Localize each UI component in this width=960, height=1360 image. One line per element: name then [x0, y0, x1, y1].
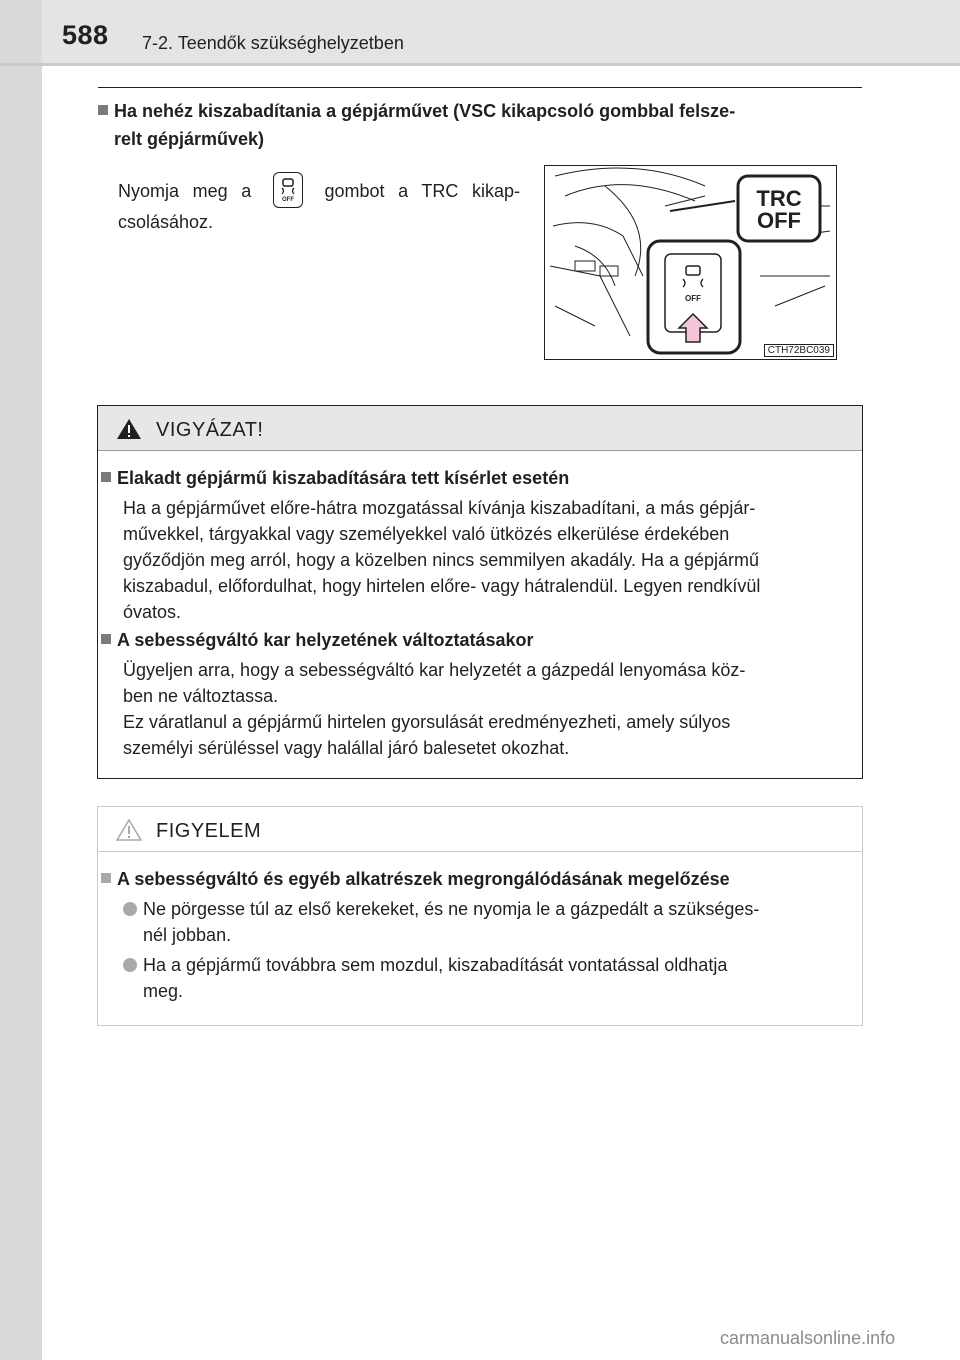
watermark: carmanualsonline.info — [720, 1328, 896, 1348]
page-number: 588 — [62, 20, 109, 50]
caution-box — [97, 405, 863, 779]
square-bullet-icon — [101, 634, 111, 644]
notice-bullet: Ha a gépjármű továbbra sem mozdul, kiszabadítását vontatással oldhatja meg. — [123, 952, 852, 1004]
caution-title: VIGYÁZAT! — [156, 419, 264, 441]
warning-triangle-icon — [116, 418, 142, 440]
round-bullet-icon — [123, 958, 137, 972]
square-bullet-icon — [101, 472, 111, 482]
caution-item-heading: A sebességváltó kar helyzetének változtatásakor — [98, 630, 534, 651]
left-margin-strip — [0, 0, 42, 1360]
caution-header — [98, 406, 862, 451]
caution-item-heading: Elakadt gépjármű kiszabadítására tett kísérlet esetén — [98, 468, 569, 489]
dashboard-drawing — [545, 166, 836, 359]
square-bullet-icon — [101, 873, 111, 883]
dashboard-illustration — [544, 165, 837, 360]
section-title: 7-2. Teendők szükséghelyzetben — [142, 33, 404, 53]
header-rule — [0, 63, 960, 66]
heading-line-1: Ha nehéz kiszabadítania a gépjárművet (VSC kikapcsoló gombbal felsze- — [114, 101, 736, 121]
figure-button-label: OFF — [685, 294, 701, 303]
section-heading — [98, 97, 862, 153]
svg-text:OFF: OFF — [281, 197, 294, 204]
instruction-line-1 — [118, 172, 520, 210]
trc-off-button-icon — [273, 172, 303, 208]
notice-triangle-icon — [116, 819, 142, 841]
round-bullet-icon — [123, 902, 137, 916]
heading-line-2: relt gépjárművek) — [114, 129, 265, 149]
heading-bullet-icon — [98, 105, 108, 115]
notice-heading: A sebességváltó és egyéb alkatrészek megrongálódásának megelőzése — [98, 869, 730, 890]
instruction-text-before: Nyomja meg a — [118, 181, 252, 201]
divider — [98, 87, 862, 88]
notice-box — [97, 806, 863, 1026]
callout-off-text: OFF — [757, 208, 801, 233]
figure-code: CTH72BC039 — [764, 344, 834, 357]
notice-title: FIGYELEM — [156, 820, 262, 842]
caution-item-text: Ügyeljen arra, hogy a sebességváltó kar helyzetét a gázpedál lenyomása köz- ben ne változtassa. Ez váratlanul a gépjármű hirtelen gyorsulását eredményezheti, amely súlyos személyi sérüléssel vagy halállal járó balesetet okozhat. — [123, 660, 746, 758]
instruction-line-2: csolásához. — [118, 212, 214, 232]
instruction-text-after: gombot a TRC kikap- — [324, 181, 520, 201]
notice-header — [98, 807, 862, 852]
caution-item-text: Ha a gépjárművet előre-hátra mozgatással kívánja kiszabadítani, a más gépjár- művekkel, tárgyakkal vagy személyekkel való ütközés elkerülése érdekében győződjön meg arról, hogy a közelben nincs semmilyen akadály. Ha a gépjármű kiszabadul, előfordulhat, hogy hirtelen előre- vagy hátralendül. Legyen rendkívül óvatos. — [123, 498, 761, 622]
notice-bullet: Ne pörgesse túl az első kerekeket, és ne nyomja le a gázpedált a szükséges- nél jobban. — [123, 896, 852, 948]
callout-trc-text: TRC — [756, 186, 802, 211]
